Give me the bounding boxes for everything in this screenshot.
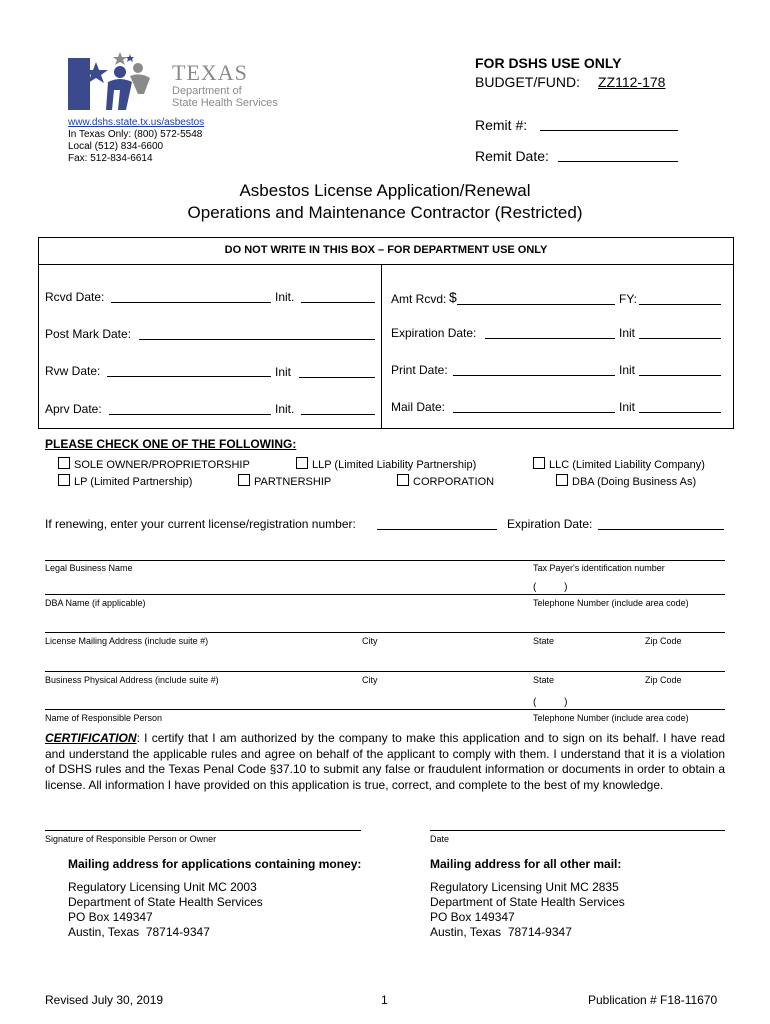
money-mailing-line-1: Regulatory Licensing Unit MC 2003 bbox=[68, 880, 257, 894]
mailing-address-field[interactable] bbox=[45, 632, 725, 633]
agency-phone-texas: In Texas Only: (800) 572-5548 bbox=[68, 129, 203, 140]
partnership-checkbox[interactable] bbox=[238, 474, 250, 486]
expiration-date-field[interactable] bbox=[485, 338, 615, 339]
physical-address-field[interactable] bbox=[45, 671, 725, 672]
other-mailing-heading: Mailing address for all other mail: bbox=[430, 857, 622, 871]
money-mailing-heading: Mailing address for applications containing money: bbox=[68, 857, 362, 871]
expiration-date-label: Expiration Date: bbox=[391, 326, 477, 340]
renewal-expiration-label: Expiration Date: bbox=[507, 517, 593, 531]
option-sole-owner[interactable] bbox=[58, 457, 250, 471]
logo-subtitle-1: Department of bbox=[172, 85, 242, 97]
mailing-address-label: License Mailing Address (include suite #) bbox=[45, 636, 209, 646]
lp-label: LP (Limited Partnership) bbox=[74, 476, 193, 488]
option-corporation[interactable] bbox=[397, 474, 494, 488]
current-license-field[interactable] bbox=[377, 529, 497, 530]
corporation-label: CORPORATION bbox=[413, 476, 495, 488]
remit-date-label: Remit Date: bbox=[475, 148, 549, 164]
dba-name-label: DBA Name (if applicable) bbox=[45, 598, 146, 608]
legal-business-name-label: Legal Business Name bbox=[45, 563, 133, 573]
budget-fund-label: BUDGET/FUND: bbox=[475, 74, 580, 90]
other-mailing-line-4: Austin, Texas 78714-9347 bbox=[430, 925, 572, 939]
aprv-date-field[interactable] bbox=[109, 414, 271, 415]
current-license-label: If renewing, enter your current license/registration number: bbox=[45, 517, 356, 531]
sole-owner-label: SOLE OWNER/PROPRIETORSHIP bbox=[74, 459, 250, 471]
rcvd-init-field[interactable] bbox=[301, 302, 375, 303]
corporation-checkbox[interactable] bbox=[397, 474, 409, 486]
post-mark-date-field[interactable] bbox=[139, 339, 375, 340]
signature-field[interactable] bbox=[45, 830, 361, 831]
renewal-expiration-field[interactable] bbox=[598, 529, 724, 530]
agency-website[interactable]: www.dshs.state.tx.us/asbestos bbox=[68, 117, 205, 128]
tax-id-label: Tax Payer's identification number bbox=[533, 563, 665, 573]
expiration-init-label: Init bbox=[619, 326, 636, 340]
aprv-date-label: Aprv Date: bbox=[45, 402, 102, 416]
mail-date-field[interactable] bbox=[453, 412, 615, 413]
agency-fax: Fax: 512-834-6614 bbox=[68, 153, 153, 164]
department-box-header: DO NOT WRITE IN THIS BOX – FOR DEPARTMENT USE ONLY bbox=[224, 244, 548, 256]
llc-label: LLC (Limited Liability Company) bbox=[549, 459, 705, 471]
logo-subtitle-2: State Health Services bbox=[172, 97, 278, 109]
rcvd-date-field[interactable] bbox=[111, 302, 271, 303]
responsible-person-field[interactable] bbox=[45, 709, 725, 710]
texas-star-logo-icon bbox=[68, 48, 158, 112]
llc-checkbox[interactable] bbox=[533, 457, 545, 469]
signature-date-label: Date bbox=[430, 834, 450, 844]
dshs-use-title: FOR DSHS USE ONLY bbox=[475, 55, 622, 71]
dshs-logo bbox=[68, 48, 298, 112]
option-partnership[interactable] bbox=[238, 474, 331, 488]
responsible-phone-paren: ( ) bbox=[533, 697, 568, 708]
signature-label: Signature of Responsible Person or Owner bbox=[45, 834, 217, 844]
llp-checkbox[interactable] bbox=[296, 457, 308, 469]
responsible-person-label: Name of Responsible Person bbox=[45, 713, 163, 723]
remit-number-field[interactable] bbox=[540, 130, 678, 131]
dba-checkbox[interactable] bbox=[556, 474, 568, 486]
rcvd-date-label: Rcvd Date: bbox=[45, 290, 105, 304]
form-title-line2: Operations and Maintenance Contractor (Restricted) bbox=[187, 203, 583, 222]
aprv-init-field[interactable] bbox=[301, 414, 375, 415]
option-llp[interactable] bbox=[296, 457, 476, 471]
mailing-city-label: City bbox=[362, 636, 378, 646]
post-mark-date-label: Post Mark Date: bbox=[45, 327, 132, 341]
print-date-field[interactable] bbox=[453, 375, 615, 376]
other-mailing-line-3: PO Box 149347 bbox=[430, 910, 515, 924]
amt-rcvd-field[interactable] bbox=[457, 304, 615, 305]
rcvd-init-label: Init. bbox=[275, 290, 295, 304]
expiration-init-field[interactable] bbox=[639, 338, 721, 339]
footer-revised: Revised July 30, 2019 bbox=[45, 993, 164, 1007]
option-lp[interactable] bbox=[58, 474, 192, 488]
mailing-state-label: State bbox=[533, 636, 555, 646]
mail-init-label: Init bbox=[619, 400, 636, 414]
physical-state-label: State bbox=[533, 675, 555, 685]
agency-phone-local: Local (512) 834-6600 bbox=[68, 141, 164, 152]
logo-title: TEXAS bbox=[172, 60, 248, 85]
budget-fund-value: ZZ112-178 bbox=[598, 74, 666, 90]
sole-owner-checkbox[interactable] bbox=[58, 457, 70, 469]
other-mailing-line-1: Regulatory Licensing Unit MC 2835 bbox=[430, 880, 619, 894]
form-title-line1: Asbestos License Application/Renewal bbox=[239, 181, 531, 200]
footer-page-number: 1 bbox=[381, 993, 388, 1007]
signature-date-field[interactable] bbox=[430, 830, 725, 831]
fy-label: FY: bbox=[619, 292, 638, 306]
llp-label: LLP (Limited Liability Partnership) bbox=[312, 459, 477, 471]
dba-phone-paren: ( ) bbox=[533, 582, 568, 593]
amt-rcvd-label: Amt Rcvd: bbox=[391, 292, 447, 306]
print-init-field[interactable] bbox=[639, 375, 721, 376]
rvw-date-label: Rvw Date: bbox=[45, 364, 101, 378]
print-init-label: Init bbox=[619, 363, 636, 377]
aprv-init-label: Init. bbox=[275, 402, 295, 416]
dba-name-field[interactable] bbox=[45, 594, 725, 595]
money-mailing-line-4: Austin, Texas 78714-9347 bbox=[68, 925, 210, 939]
dollar-sign: $ bbox=[449, 289, 457, 305]
physical-city-label: City bbox=[362, 675, 378, 685]
rvw-init-label: Init bbox=[275, 365, 292, 379]
rvw-date-field[interactable] bbox=[107, 376, 271, 377]
partnership-label: PARTNERSHIP bbox=[254, 476, 332, 488]
certification-label: CERTIFICATION bbox=[45, 731, 137, 745]
physical-zip-label: Zip Code bbox=[645, 675, 682, 685]
option-dba[interactable] bbox=[556, 474, 696, 488]
fy-field[interactable] bbox=[639, 304, 721, 305]
money-mailing-line-3: PO Box 149347 bbox=[68, 910, 153, 924]
entity-type-heading: PLEASE CHECK ONE OF THE FOLLOWING: bbox=[45, 437, 297, 451]
remit-number-label: Remit #: bbox=[475, 117, 528, 133]
physical-address-label: Business Physical Address (include suite #) bbox=[45, 675, 219, 685]
rvw-init-field[interactable] bbox=[299, 377, 375, 378]
department-use-box bbox=[38, 237, 734, 429]
footer-publication: Publication # F18-11670 bbox=[588, 993, 718, 1007]
print-date-label: Print Date: bbox=[391, 363, 448, 377]
dba-label: DBA (Doing Business As) bbox=[572, 476, 697, 488]
mail-init-field[interactable] bbox=[639, 412, 721, 413]
remit-date-field[interactable] bbox=[558, 161, 678, 162]
option-llc[interactable] bbox=[533, 457, 705, 471]
money-mailing-line-2: Department of State Health Services bbox=[68, 895, 263, 909]
certification-text: : I certify that I am authorized by the company to make this application and to sign on its behalf. I have read and understand the applicable rules and agree on behalf of the applicant to comply with them. I understand that it is a violation of DSHS rules and the Texas Penal Code §37.10 to submit any false or fraudulent information or documents in order to obtain a license. All information I have provided on this application is true, correct, and complete to the best of my knowledge. bbox=[45, 731, 725, 792]
lp-checkbox[interactable] bbox=[58, 474, 70, 486]
responsible-telephone-label: Telephone Number (include area code) bbox=[533, 713, 689, 723]
mailing-zip-label: Zip Code bbox=[645, 636, 682, 646]
dba-telephone-label: Telephone Number (include area code) bbox=[533, 598, 689, 608]
legal-business-name-field[interactable] bbox=[45, 560, 725, 561]
certification-paragraph bbox=[45, 731, 725, 793]
mail-date-label: Mail Date: bbox=[391, 400, 446, 414]
other-mailing-line-2: Department of State Health Services bbox=[430, 895, 625, 909]
